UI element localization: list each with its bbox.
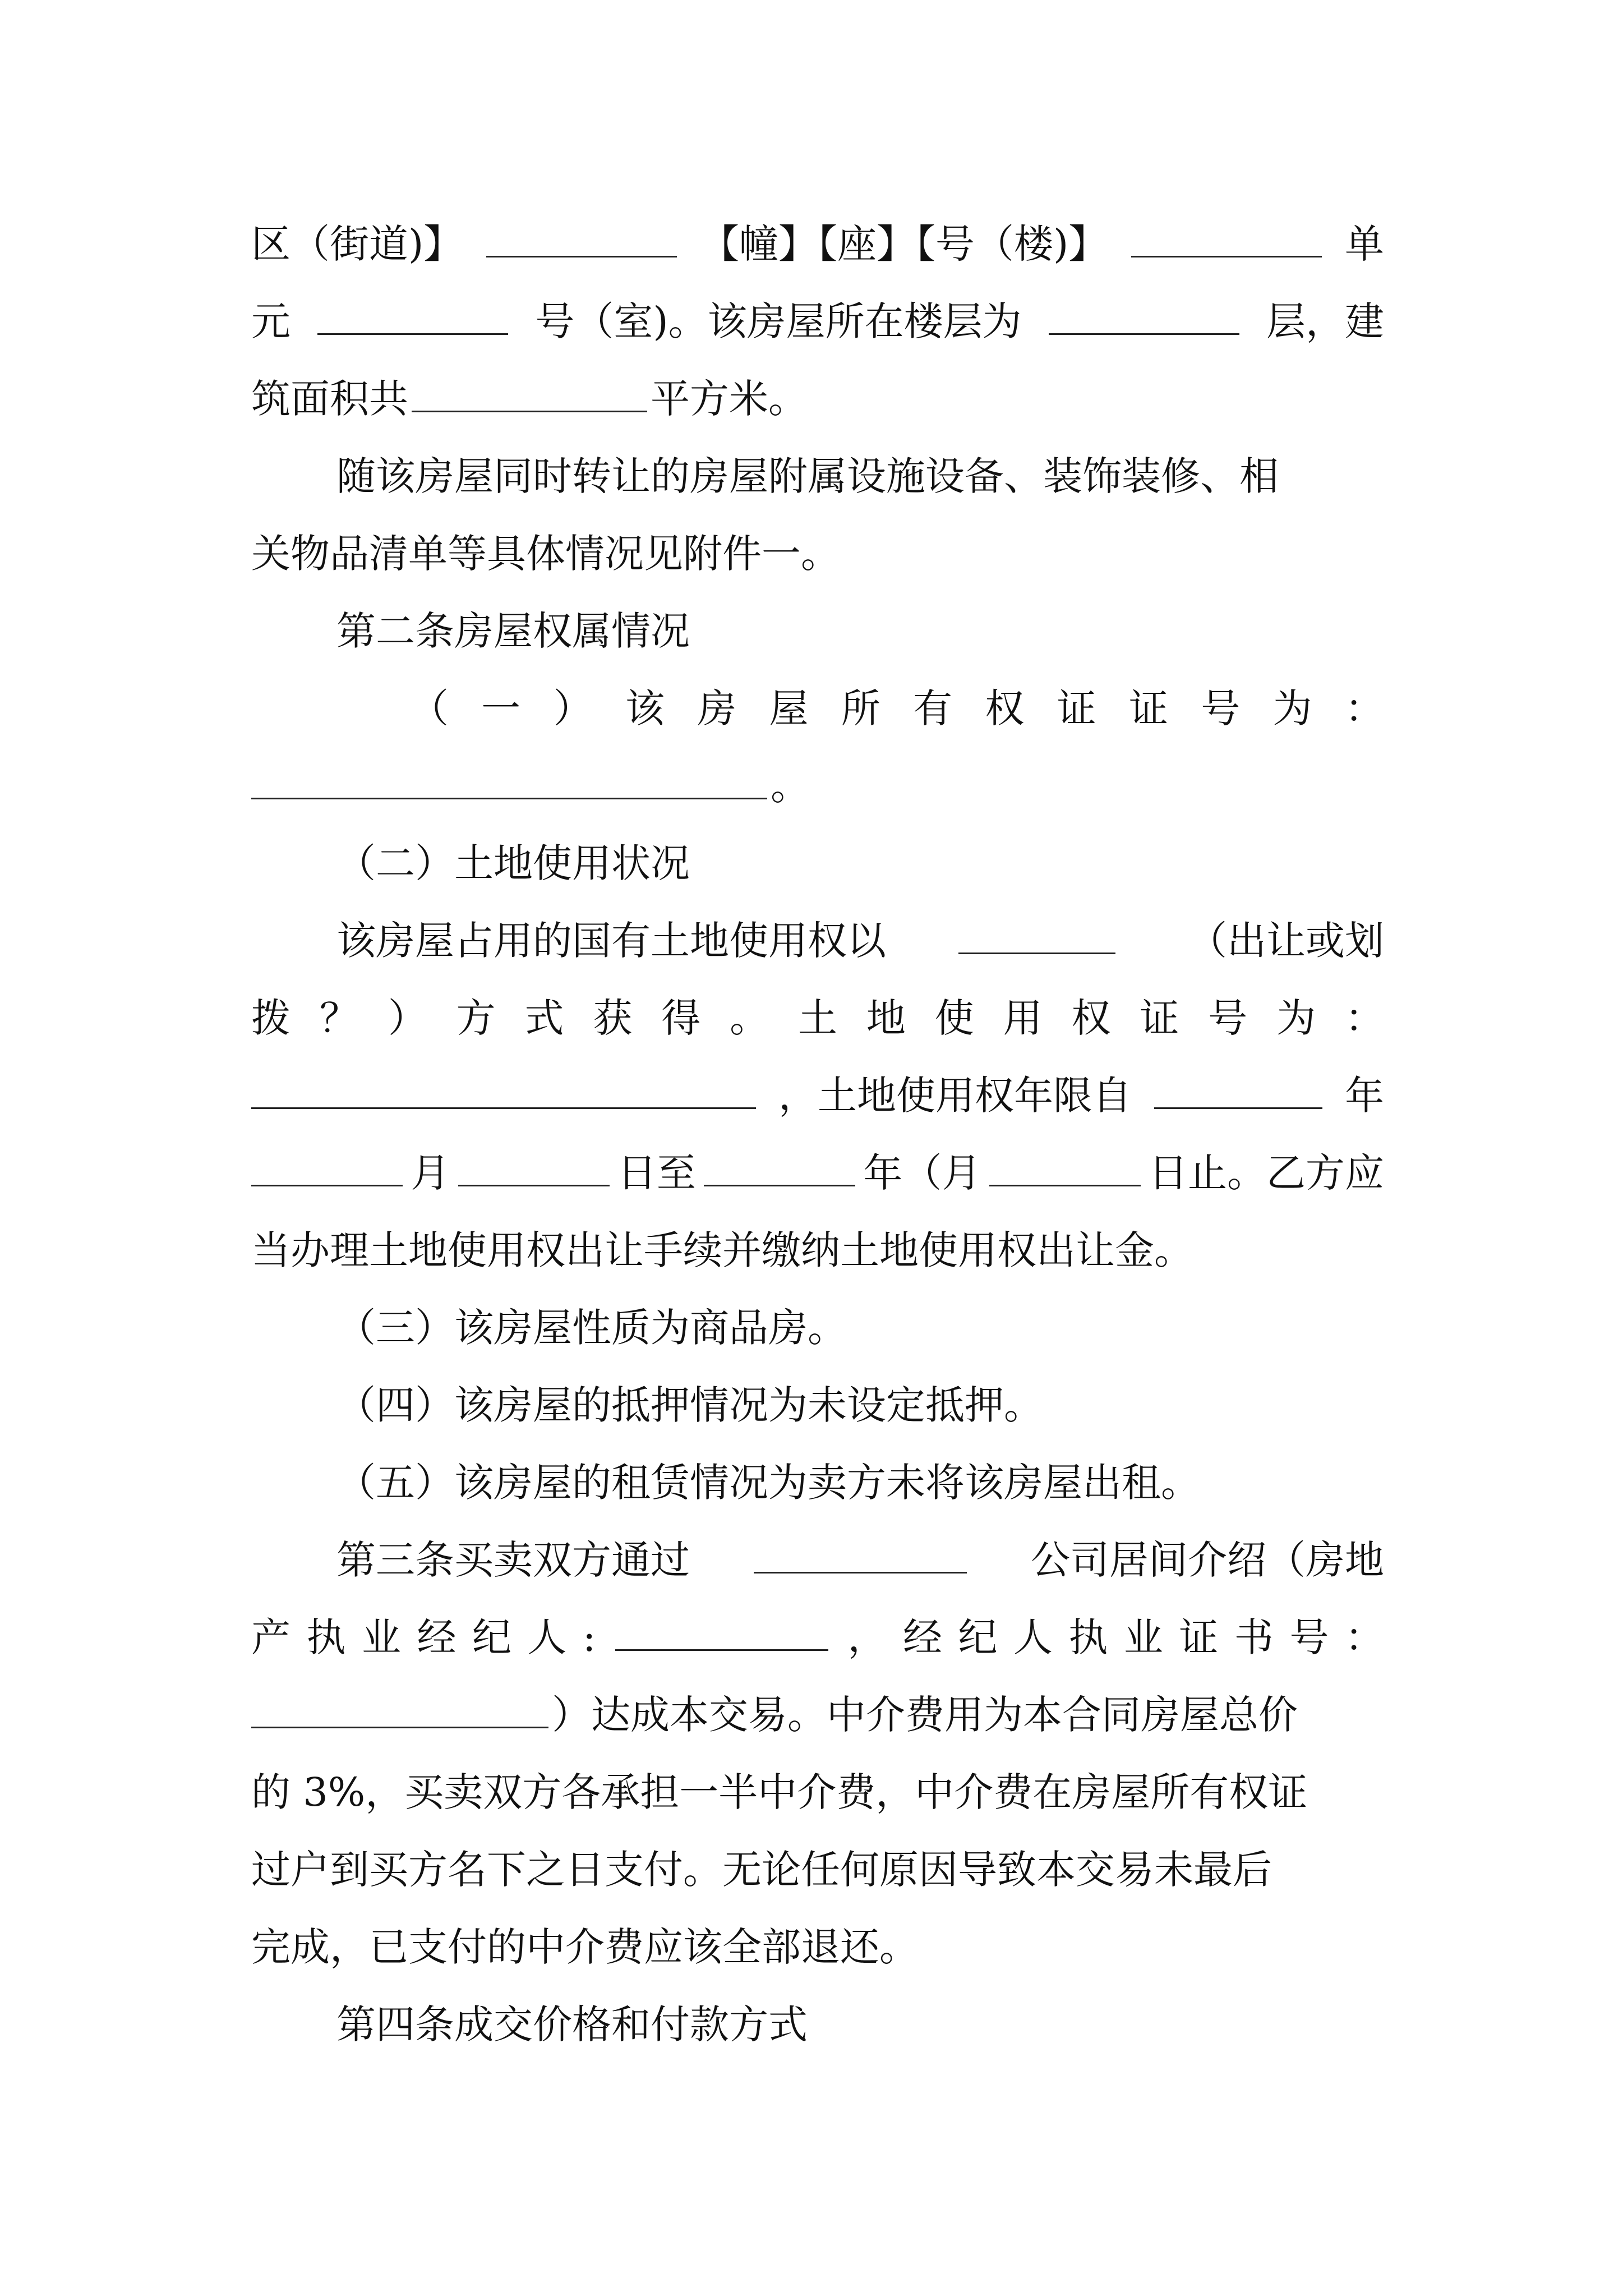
fill-in-blank[interactable] xyxy=(412,375,647,412)
text-char: 书 xyxy=(1234,1614,1274,1660)
text-char: ） xyxy=(553,685,593,731)
text-char: 号 xyxy=(1289,1614,1329,1660)
text-char: 有 xyxy=(913,685,953,731)
section-heading: 第二条房屋权属情况 xyxy=(336,608,690,654)
paragraph-line xyxy=(251,1684,1384,1746)
text-char: 纪 xyxy=(472,1614,511,1660)
fill-in-blank[interactable] xyxy=(1049,297,1239,335)
text-char: 拨 xyxy=(251,995,291,1041)
fill-in-blank[interactable] xyxy=(1154,1071,1322,1109)
text-segment: 该房屋占用的国有土地使用权以 xyxy=(336,918,886,964)
text-char: 证 xyxy=(1128,685,1168,731)
fill-in-blank[interactable] xyxy=(754,1536,967,1573)
paragraph-line: （五）该房屋的租赁情况为卖方未将该房屋出租。 xyxy=(336,1460,1200,1506)
paragraph-line: （四）该房屋的抵押情况为未设定抵押。 xyxy=(336,1382,1043,1428)
text-segment: 区（街道)】 xyxy=(251,221,463,267)
text-segment: （出让或划 xyxy=(1188,918,1384,964)
text-segment: 日至 xyxy=(617,1150,696,1196)
text-char: 执 xyxy=(306,1614,346,1660)
text-char: 为 xyxy=(1276,995,1316,1041)
fill-in-blank[interactable] xyxy=(1131,220,1322,257)
text-char: 房 xyxy=(697,685,737,731)
text-segment: 月 xyxy=(411,1150,450,1196)
text-segment: 号（室)。该房屋所在楼层为 xyxy=(535,298,1022,344)
text-char: 该 xyxy=(625,685,665,731)
text-char: ： xyxy=(1345,995,1384,1041)
paragraph-line xyxy=(251,1142,1384,1204)
text-segment: 【幢】【座】【号（楼)】 xyxy=(700,221,1108,267)
fill-in-blank[interactable] xyxy=(251,1149,403,1186)
text-segment: 年 xyxy=(1345,1073,1384,1119)
paragraph-line xyxy=(336,1529,1384,1591)
paragraph-line xyxy=(251,987,1384,1049)
text-char: 式 xyxy=(524,995,564,1041)
subsection-heading: （二）土地使用状况 xyxy=(336,840,690,886)
text-char: : xyxy=(582,1614,596,1660)
fill-in-blank[interactable] xyxy=(251,762,767,799)
text-char: 经 xyxy=(417,1614,457,1660)
text-char: 屋 xyxy=(769,685,809,731)
text-segment: 年（月 xyxy=(863,1150,981,1196)
text-char: 为 xyxy=(1272,685,1312,731)
text-char: 业 xyxy=(361,1614,401,1660)
paragraph-line: 当办理土地使用权出让手续并缴纳土地使用权出让金。 xyxy=(251,1227,1193,1273)
paragraph-line: 的 3%，买卖双方各承担一半中介费，中介费在房屋所有权证 xyxy=(251,1769,1308,1815)
paragraph-line: 随该房屋同时转让的房屋附属设施设备、装饰装修、相 xyxy=(336,453,1279,499)
text-char: 号 xyxy=(1208,995,1248,1041)
paragraph-line: 过户到买方名下之日支付。无论任何原因导致本交易未最后 xyxy=(251,1847,1272,1893)
text-char: 一 xyxy=(481,685,521,731)
text-char: 证 xyxy=(1140,995,1179,1041)
text-char: 使 xyxy=(934,995,974,1041)
paragraph-line xyxy=(251,368,1384,430)
paragraph-line xyxy=(251,1065,1384,1126)
text-char: ： xyxy=(1344,685,1384,731)
text-char: （ xyxy=(409,685,449,731)
paragraph-line xyxy=(336,910,1384,972)
text-char: 获 xyxy=(593,995,633,1041)
text-segment: 平方米。 xyxy=(651,376,808,422)
fill-in-blank[interactable] xyxy=(251,1691,548,1728)
text-char: 权 xyxy=(1071,995,1111,1041)
text-char: 人 xyxy=(527,1614,567,1660)
text-segment: 第三条买卖双方通过 xyxy=(336,1537,690,1583)
fill-in-blank[interactable] xyxy=(251,1071,756,1109)
paragraph-line xyxy=(251,291,1384,352)
fill-in-blank[interactable] xyxy=(458,1149,610,1186)
text-char: ： xyxy=(1344,1614,1384,1660)
text-segment: 层，建 xyxy=(1266,298,1384,344)
text-segment: 元 xyxy=(251,298,291,344)
paragraph-line xyxy=(251,755,1384,817)
text-char: 经 xyxy=(902,1614,942,1660)
text-segment: 公司居间介绍（房地 xyxy=(1031,1537,1384,1583)
paragraph-line: （三）该房屋性质为商品房。 xyxy=(336,1305,847,1351)
text-char: 纪 xyxy=(958,1614,998,1660)
paragraph-line: 关物品清单等具体情况见附件一。 xyxy=(251,531,840,577)
fill-in-blank[interactable] xyxy=(615,1613,828,1651)
text-char: ？ xyxy=(319,995,359,1041)
text-char: 用 xyxy=(1003,995,1043,1041)
fill-in-blank[interactable] xyxy=(317,297,508,335)
text-char: 业 xyxy=(1123,1614,1163,1660)
text-char: 所 xyxy=(841,685,880,731)
fill-in-blank[interactable] xyxy=(704,1149,855,1186)
text-segment: 。 xyxy=(771,763,810,809)
section-heading: 第四条成交价格和付款方式 xyxy=(336,2001,808,2047)
text-char: 证 xyxy=(1179,1614,1219,1660)
text-segment: 筑面积共 xyxy=(251,376,408,422)
text-char: ， xyxy=(847,1614,887,1660)
text-char: 土 xyxy=(798,995,837,1041)
paragraph-line xyxy=(251,1607,1384,1668)
text-char: 地 xyxy=(866,995,906,1041)
text-segment: 单 xyxy=(1345,221,1384,267)
text-char: 权 xyxy=(985,685,1025,731)
text-char: 方 xyxy=(456,995,496,1041)
text-char: 。 xyxy=(730,995,769,1041)
text-char: 号 xyxy=(1201,685,1241,731)
text-segment: ）达成本交易。中介费用为本合同房屋总价 xyxy=(552,1692,1298,1738)
text-segment: 日止。乙方应 xyxy=(1148,1150,1384,1196)
text-char: 人 xyxy=(1013,1614,1053,1660)
text-char: 产 xyxy=(251,1614,291,1660)
text-char: 执 xyxy=(1068,1614,1108,1660)
text-char: ） xyxy=(388,995,427,1041)
fill-in-blank[interactable] xyxy=(486,220,677,257)
text-char: 得 xyxy=(661,995,701,1041)
fill-in-blank[interactable] xyxy=(958,917,1115,954)
text-segment: ，土地使用权年限自 xyxy=(778,1073,1132,1119)
paragraph-line xyxy=(251,213,1384,275)
paragraph-line: 完成，已支付的中介费应该全部退还。 xyxy=(251,1924,919,1970)
fill-in-blank[interactable] xyxy=(989,1149,1141,1186)
text-char: 证 xyxy=(1057,685,1096,731)
paragraph-line xyxy=(409,678,1384,739)
